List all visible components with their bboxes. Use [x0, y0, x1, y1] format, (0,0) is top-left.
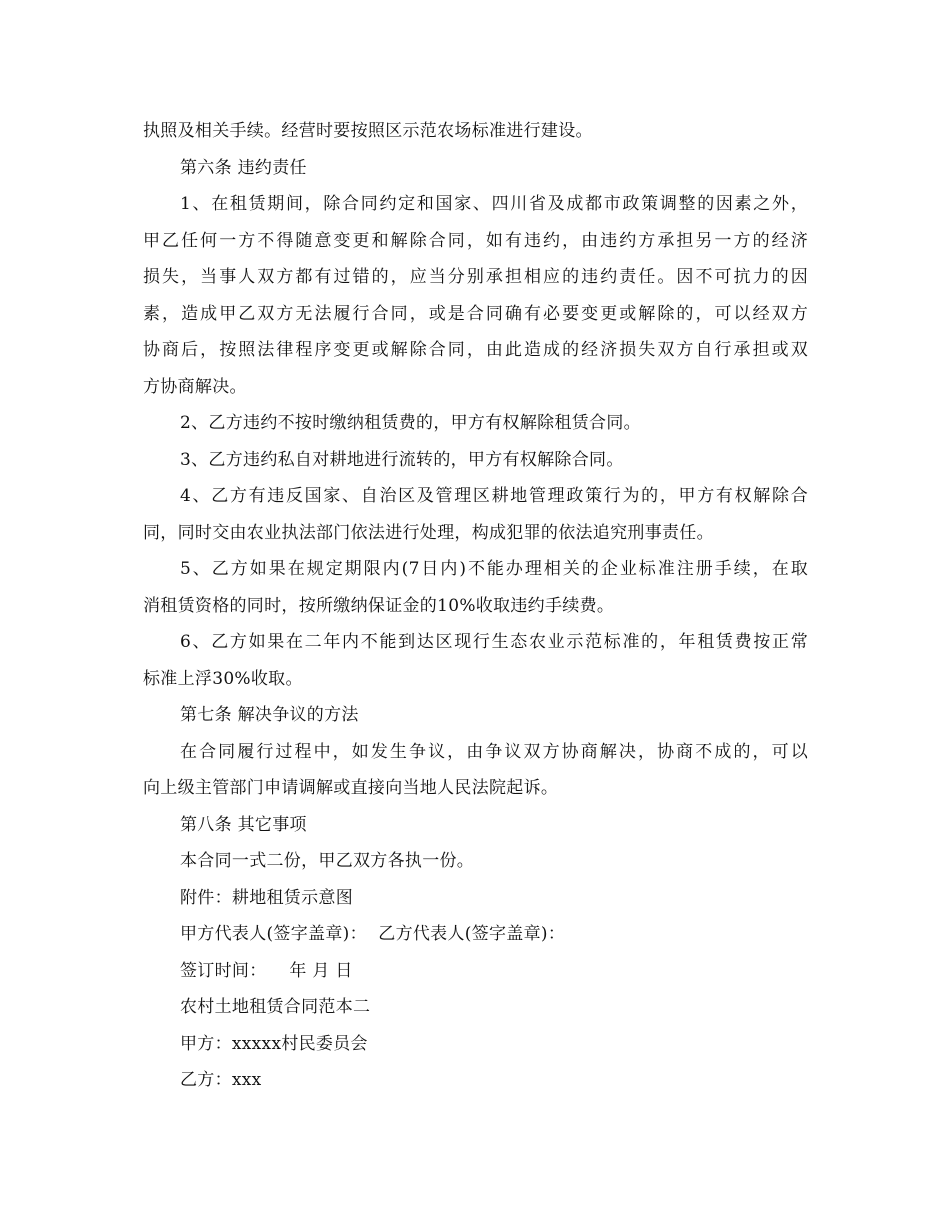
party-b-line: 乙方：xxx: [180, 1070, 262, 1090]
document-body: [143, 113, 808, 1099]
text-line: 甲乙任何一方不得随意变更和解除合同，如有违约，由违约方承担另一方的经济: [143, 230, 808, 251]
party-a-line: 甲方：xxxxx村民委员会: [180, 1033, 368, 1054]
text-line: 损失，当事人双方都有过错的，应当分别承担相应的违约责任。因不可抗力的因: [143, 267, 808, 287]
text-line: 在合同履行过程中，如发生争议，由争议双方协商解决，协商不成的，可以: [180, 741, 808, 762]
text-line: 3、乙方违约私自对耕地进行流转的，甲方有权解除合同。: [180, 449, 624, 470]
attachment-line: 附件：耕地租赁示意图: [180, 887, 353, 908]
text-line: 向上级主管部门申请调解或直接向当地人民法院起诉。: [143, 778, 559, 798]
text-line: 执照及相关手续。经营时要按照区示范农场标准进行建设。: [143, 121, 593, 141]
text-line: 1、在租赁期间，除合同约定和国家、四川省及成都市政策调整的因素之外，: [180, 194, 808, 214]
text-line: 消租赁资格的同时，按所缴纳保证金的10%收取违约手续费。: [143, 595, 615, 616]
text-line: 6、乙方如果在二年内不能到达区现行生态农业示范标准的，年租赁费按正常: [180, 632, 808, 652]
text-line: 标准上浮30%收取。: [143, 668, 303, 689]
section-heading: 第七条 解决争议的方法: [180, 705, 359, 725]
text-line: 本合同一式二份，甲乙双方各执一份。: [180, 851, 475, 871]
text-line: 方协商解决。: [143, 376, 247, 397]
text-line: 2、乙方违约不按时缴纳租赁费的，甲方有权解除租赁合同。: [180, 413, 641, 433]
section-heading: 第六条 违约责任: [180, 157, 307, 178]
document-subtitle: 农村土地租赁合同范本二: [180, 997, 371, 1017]
text-line: 协商后，按照法律程序变更或解除合同，由此造成的经济损失双方自行承担或双: [143, 340, 808, 360]
signing-date-line: 签订时间： 年 月 日: [180, 960, 353, 981]
text-line: 4、乙方有违反国家、自治区及管理区耕地管理政策行为的，甲方有权解除合: [180, 486, 808, 506]
text-line: 同，同时交由农业执法部门依法进行处理，构成犯罪的依法追究刑事责任。: [143, 522, 714, 543]
signature-line: 甲方代表人(签字盖章)： 乙方代表人(签字盖章)：: [180, 924, 566, 944]
text-line: 素，造成甲乙双方无法履行合同，或是合同确有必要变更或解除的，可以经双方: [143, 303, 808, 324]
text-line: 5、乙方如果在规定期限内(7日内)不能办理相关的企业标准注册手续，在取: [180, 559, 808, 579]
section-heading: 第八条 其它事项: [180, 814, 307, 835]
